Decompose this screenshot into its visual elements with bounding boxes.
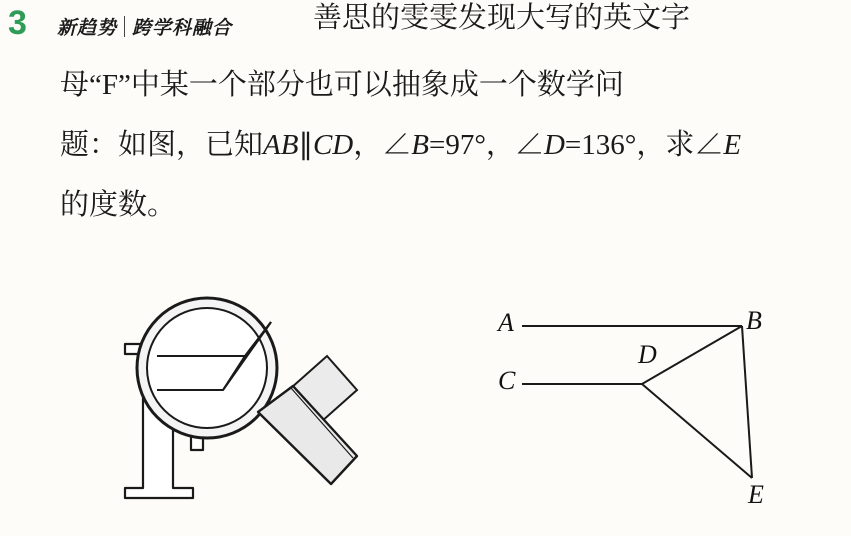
label-CD: CD: [312, 129, 354, 161]
question-line-4: 的度数。: [60, 189, 177, 221]
magnifier-inner-ring: [147, 308, 267, 428]
geometry-svg: [490, 280, 820, 525]
label-AB: AB: [263, 129, 299, 161]
tag-trend: 新趋势: [57, 17, 118, 39]
letter-f-magnifier-svg: [95, 260, 445, 525]
vertex-label-D: D: [638, 340, 657, 369]
line3-segment-b2: =97°，∠: [428, 129, 544, 161]
vertex-label-A: A: [498, 308, 514, 337]
label-D: D: [543, 129, 565, 161]
label-B: B: [411, 129, 429, 161]
question-line-2: 母“F”中某一个部分也可以抽象成一个数学问: [60, 69, 624, 101]
segment-BE: [742, 326, 752, 478]
figure-letter-f-magnifier: [95, 260, 445, 525]
segment-DB: [642, 326, 742, 384]
line3-segment-b3: =136°，求∠: [564, 129, 724, 161]
vertex-label-C: C: [498, 366, 516, 395]
line3-segment-b1: ，∠: [353, 129, 412, 161]
tag-interdisciplinary: 跨学科融合: [132, 17, 233, 39]
question-line-3: [60, 122, 741, 163]
vertex-label-E: E: [748, 480, 764, 509]
label-E: E: [723, 129, 742, 161]
line3-segment-a: 题：如图，已知: [60, 129, 264, 161]
question-number: 3: [8, 4, 27, 42]
parallel-symbol: ∥: [298, 129, 313, 161]
segment-DE: [642, 384, 752, 478]
question-line-1: 善思的雯雯发现大写的英文字: [313, 2, 691, 34]
figure-geometry: [490, 280, 820, 525]
question-tags: [50, 12, 239, 40]
vertex-label-B: B: [746, 306, 762, 335]
